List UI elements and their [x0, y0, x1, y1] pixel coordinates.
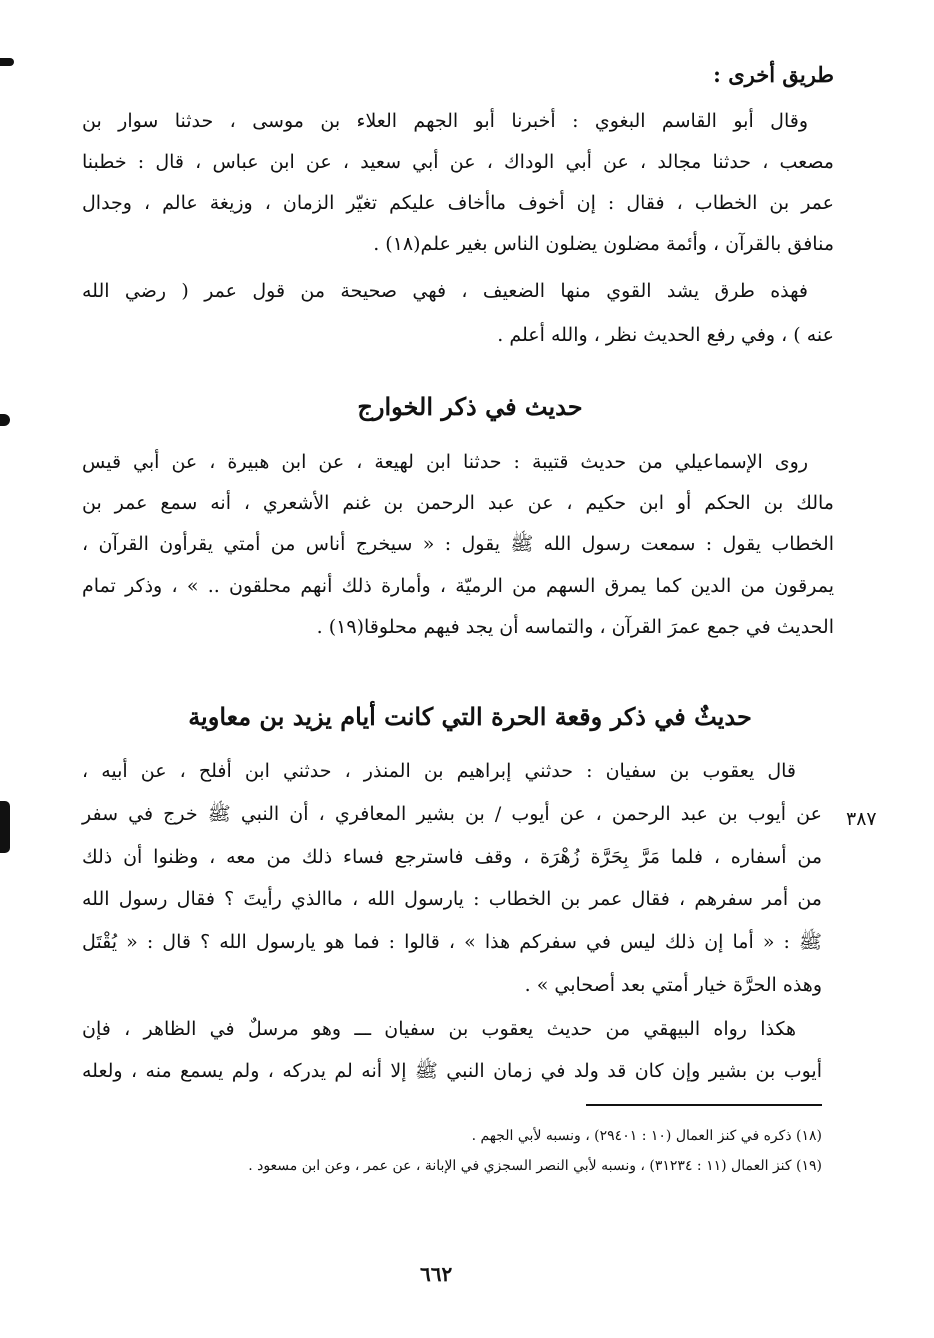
text-line: عمر بن الخطاب ، فقال : إن أخوف ماأخاف عليكم تغيّر الزمان ، وزيغة عالم ، وجدال [82, 192, 834, 214]
page-number: ٦٦٢ [420, 1262, 453, 1286]
paragraph-yaqub [82, 756, 822, 1006]
text-line: قال يعقوب بن سفيان : حدثني إبراهيم بن المنذر ، حدثني ابن أفلح ، عن أبيه ، [82, 760, 796, 782]
text-line: وهذه الحرَّة خيار أمتي بعد أصحابي » . [524, 974, 822, 996]
text-line: الحديث في جمع عمرَ القرآن ، والتماسه أن يجد فيهم محلوقا(١٩) . [316, 616, 834, 638]
paragraph-baghawi [82, 106, 834, 266]
paragraph-ismaili [82, 447, 834, 647]
scan-mark-middle [0, 414, 10, 426]
text-line: من أسفاره ، فلما مَرَّ بِحَرَّة زُهْرَة ، وقف فاسترجع فساء ذلك من معه ، وظنوا أن ذلك [82, 846, 823, 868]
heading-harra: حديثٌ في ذكر وقعة الحرة التي كانت أيام يزيد بن معاوية [188, 702, 752, 731]
footnote-19: (١٩) كنز العمال (١١ : ٣١٢٣٤) ، ونسبه لأبي النصر السجزي في الإبانة ، عن عمر ، وعن ابن مسعود . [248, 1158, 822, 1174]
text-line: هكذا رواه البيهقي من حديث يعقوب بن سفيان ـــ وهو مرسلٌ في الظاهر ، فإن [82, 1018, 796, 1040]
paragraph-bayhaqi [82, 1014, 822, 1094]
text-line: ﷺ : « أما إن ذلك ليس في سفركم هذا » ، قالوا : فما هو يارسول الله ؟ قال : « يُقْتَل [82, 931, 822, 953]
footnote-18: (١٨) ذكره في كنز العمال (١٠ : ٢٩٤٠١) ، ونسبه لأبي الجهم . [471, 1128, 822, 1144]
margin-page-reference: ٣٨٧ [846, 808, 877, 830]
text-line: الخطاب يقول : سمعت رسول الله ﷺ يقول : « سيخرج أناس من أمتي يقرأون القرآن ، [82, 533, 834, 555]
scan-mark-top [0, 58, 14, 66]
text-line: فهذه طرق يشد القوي منها الضعيف ، فهي صحيحة من قول عمر ( رضي الله [82, 280, 808, 302]
text-line: وقال أبو القاسم البغوي : أخبرنا أبو الجهم العلاء بن موسى ، حدثنا سوار بن [82, 110, 808, 132]
text-line: عنه ) ، وفي رفع الحديث نظر ، والله أعلم . [497, 324, 834, 346]
text-line: يمرقون من الدين كما يمرق السهم من الرميّة ، وأمارة ذلك أنهم محلقون .. » ، وذكر تمام [82, 575, 834, 597]
scan-mark-lower [0, 801, 10, 853]
heading-khawarij: حديث في ذكر الخوارج [357, 392, 583, 421]
text-line: من أمر سفرهم ، فقال عمر بن الخطاب : يارسول الله ، ماالذي رأيتَ ؟ فقال رسول الله [82, 888, 822, 910]
text-line: روى الإسماعيلي من حديث قتيبة : حدثنا ابن لهيعة ، عن ابن هبيرة ، عن أبي قيس [82, 451, 808, 473]
footnote-separator [586, 1104, 822, 1106]
text-line: مالك بن الحكم أو ابن حكيم ، عن عبد الرحمن بن غنم الأشعري ، أنه سمع عمر بن [82, 492, 834, 514]
paragraph-verdict [82, 276, 834, 356]
subheading-another-route: طريق أخرى : [713, 62, 834, 87]
text-line: أيوب بن بشير وإن كان قد ولد في زمان النبي ﷺ إلا أنه لم يدركه ، ولم يسمع منه ، ولعله [82, 1060, 822, 1082]
text-line: مصعب ، حدثنا مجالد ، عن أبي الوداك ، عن أبي سعيد ، عن ابن عباس ، قال : خطبنا [82, 151, 834, 173]
text-line: عن أيوب بن عبد الرحمن ، عن أيوب / بن بشير المعافري ، أن النبي ﷺ خرج في سفر [82, 803, 822, 825]
text-line: منافق بالقرآن ، وأئمة مضلون يضلون الناس بغير علم(١٨) . [373, 233, 834, 255]
